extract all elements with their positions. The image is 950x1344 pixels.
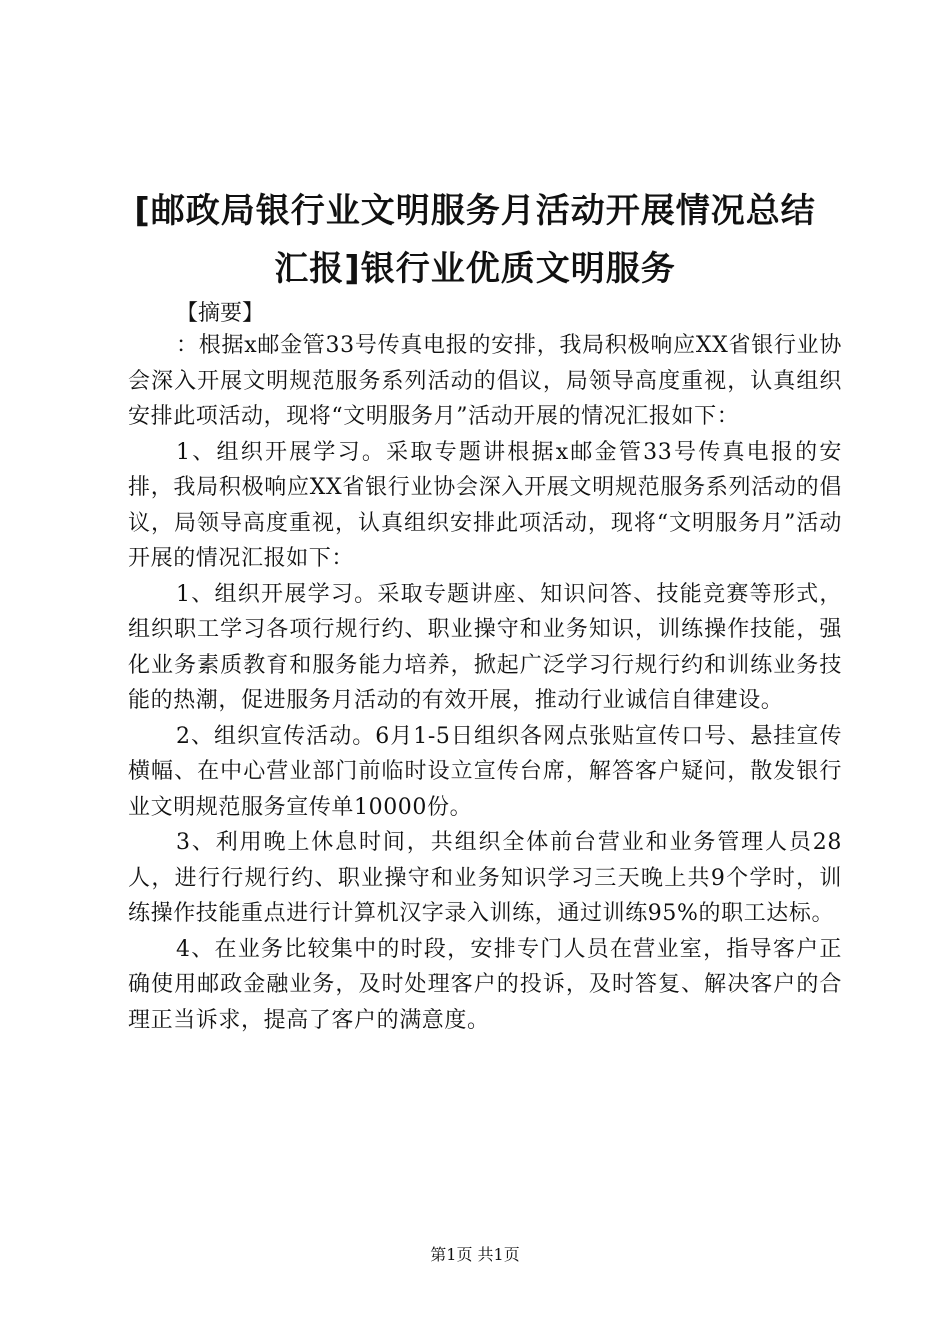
document-body <box>128 328 842 1038</box>
title-line-2: 汇报]银行业优质文明服务 <box>274 249 676 289</box>
paragraph-3: 3、利用晚上休息时间，共组织全体前台营业和业务管理人员28人，进行行规行约、职业操守和业务知识学习三天晚上共9个学时，训练操作技能重点进行计算机汉字录入训练，通过训练95%的职工达标。 <box>128 830 842 926</box>
paragraph-1a: 1、组织开展学习。采取专题讲根据x邮金管33号传真电报的安排，我局积极响应XX省银行业协会深入开展文明规范服务系列活动的倡议，局领导高度重视，认真组织安排此项活动，现将“文明服务月”活动开展的情况汇报如下： <box>128 439 842 571</box>
paragraph-2: 2、组织宣传活动。6月1-5日组织各网点张贴宣传口号、悬挂宣传横幅、在中心营业部门前临时设立宣传台席，解答客户疑问，散发银行业文明规范服务宣传单10000份。 <box>128 723 842 820</box>
paragraph-1b: 1、组织开展学习。采取专题讲座、知识问答、技能竞赛等形式，组织职工学习各项行规行约、职业操守和业务知识，训练操作技能，强化业务素质教育和服务能力培养，掀起广泛学习行规行约和训练业务技能的热潮，促进服务月活动的有效开展，推动行业诚信自律建设。 <box>128 581 842 713</box>
document-title <box>100 182 850 298</box>
paragraph-intro: ：根据x邮金管33号传真电报的安排，我局积极响应XX省银行业协会深入开展文明规范服务系列活动的倡议，局领导高度重视，认真组织安排此项活动，现将“文明服务月”活动开展的情况汇报如下： <box>128 333 842 429</box>
paragraph-4: 4、在业务比较集中的时段，安排专门人员在营业室，指导客户正确使用邮政金融业务，及时处理客户的投诉，及时答复、解决客户的合理正当诉求，提高了客户的满意度。 <box>128 936 842 1033</box>
title-line-1: [邮政局银行业文明服务月活动开展情况总结 <box>134 191 816 231</box>
abstract-label: 【摘要】 <box>176 301 265 326</box>
page-footer: 第1页 共1页 <box>430 1245 520 1264</box>
